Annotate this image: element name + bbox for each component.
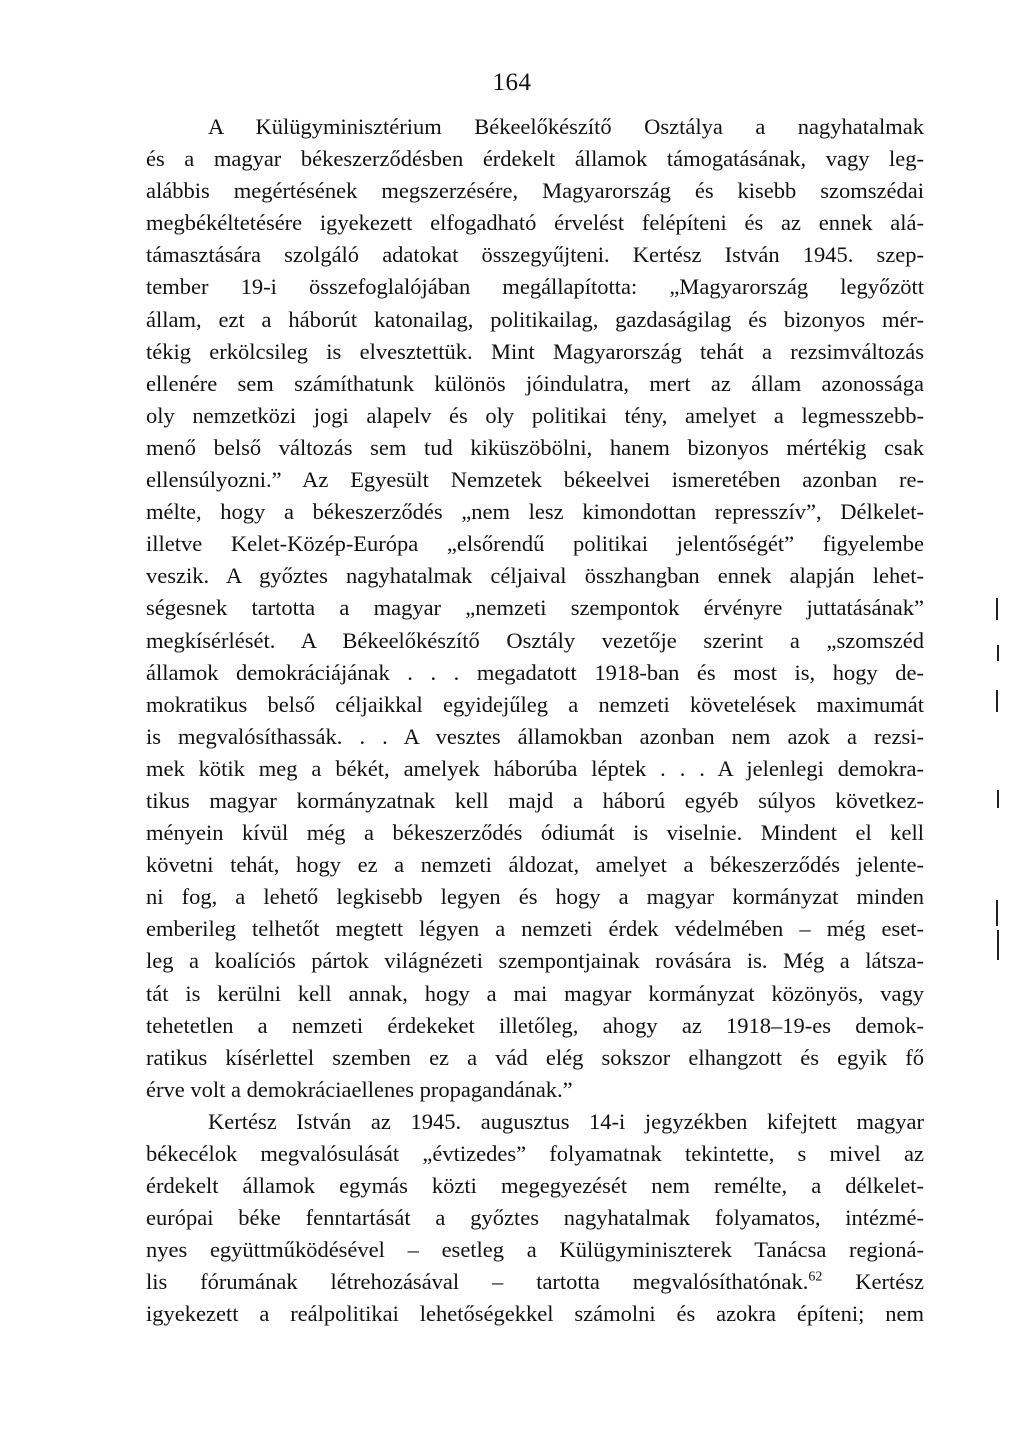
text-line: oly nemzetközi jogi alapelv és oly politikai tény, amelyet a legmesszebb- xyxy=(146,402,924,428)
text-line: érve volt a demokráciaellenes propagandának.” xyxy=(146,1076,573,1102)
scan-margin-mark xyxy=(996,690,998,712)
text-line: ellenére sem számíthatunk különös jóindulatra, mert az állam azonossága xyxy=(146,370,924,396)
scan-margin-mark xyxy=(996,900,998,926)
text-line: érdekelt államok egymás közti megegyezését nem remélte, a délkelet- xyxy=(146,1173,924,1199)
text-line: és a magyar békeszerződésben érdekelt államok támogatásának, vagy leg- xyxy=(146,146,924,172)
text-line: támasztására szolgáló adatokat összegyűjteni. Kertész István 1945. szep- xyxy=(146,242,924,268)
body-text xyxy=(146,111,924,1331)
text-line: tikus magyar kormányzatnak kell majd a háború egyéb súlyos következ- xyxy=(146,787,924,813)
text-line: államok demokráciájának . . . megadatott 1918-ban és most is, hogy de- xyxy=(146,659,924,685)
text-line: A Külügyminisztérium Békeelőkészítő Osztálya a nagyhatalmak xyxy=(208,114,924,139)
text-line: ményein kívül még a békeszerződés ódiumát is viselnie. Mindent el kell xyxy=(146,820,924,846)
text-line: leg a koalíciós pártok világnézeti szempontjainak rovására is. Még a látsza- xyxy=(146,948,924,974)
text-line: mokratikus belső céljaikkal egyidejűleg a nemzeti követelések maximumát xyxy=(146,691,924,717)
text-line: Kertész István az 1945. augusztus 14-i jegyzékben kifejtett magyar xyxy=(208,1108,924,1134)
text-line: követni tehát, hogy ez a nemzeti áldozat, amelyet a békeszerződés jelente- xyxy=(146,852,924,878)
text-line: tehetetlen a nemzeti érdekeket illetőleg, ahogy az 1918–19-es demok- xyxy=(146,1012,924,1038)
text-line: emberileg telhetőt megtett légyen a nemzeti érdek védelmében – még eset- xyxy=(146,916,924,942)
text-line: menő belső változás sem tud kiküszöbölni, hanem bizonyos mértékig csak xyxy=(146,434,924,460)
text-line: ségesnek tartotta a magyar „nemzeti szempontok érvényre juttatásának” xyxy=(146,595,924,621)
scan-margin-mark xyxy=(997,790,999,808)
scan-margin-mark xyxy=(997,930,999,960)
text-line-fragment: lis fórumának létrehozásával – tartotta megvalósíthatónak. xyxy=(146,1269,809,1295)
text-line: alábbis megértésének megszerzésére, Magyarország és kisebb szomszédai xyxy=(146,178,924,204)
text-line: ellensúlyozni.” Az Egyesült Nemzetek békeelvei ismeretében azonban re- xyxy=(146,467,924,493)
text-line: tékig erkölcsileg is elvesztettük. Mint Magyarország tehát a rezsimváltozás xyxy=(146,338,924,364)
text-line: békecélok megvalósulását „évtizedes” folyamatnak tekintette, s mivel az xyxy=(146,1141,924,1166)
text-line: illetve Kelet-Közép-Európa „elsőrendű politikai jelentőségét” figyelembe xyxy=(146,531,924,557)
text-line: megbékéltetésére igyekezett elfogadható érvelést felépíteni és az ennek alá- xyxy=(146,210,924,236)
text-line: állam, ezt a háborút katonailag, politikailag, gazdaságilag és bizonyos mér- xyxy=(146,306,924,332)
text-line: európai béke fenntartását a győztes nagyhatalmak folyamatos, intézmé- xyxy=(146,1205,924,1231)
text-line: ni fog, a lehető legkisebb legyen és hogy a magyar kormányzat minden xyxy=(146,884,924,910)
text-line: veszik. A győztes nagyhatalmak céljaival összhangban ennek alapján lehet- xyxy=(146,563,924,589)
text-line: megkísérlését. A Békeelőkészítő Osztály vezetője szerint a „szomszéd xyxy=(146,627,924,653)
scan-margin-mark xyxy=(997,645,999,661)
footnote-reference[interactable]: 62 xyxy=(808,1269,823,1285)
text-line: mek kötik meg a békét, amelyek háborúba léptek . . . A jelenlegi demokra- xyxy=(146,755,924,781)
scan-margin-mark xyxy=(996,598,998,620)
page-number: 164 xyxy=(492,69,532,96)
text-line: tember 19-i összefoglalójában megállapította: „Magyarország legyőzött xyxy=(146,274,924,300)
text-line: nyes együttműködésével – esetleg a Külügyminiszterek Tanácsa regioná- xyxy=(146,1237,924,1263)
text-line: igyekezett a reálpolitikai lehetőségekkel számolni és azokra építeni; nem xyxy=(146,1301,924,1327)
text-line: tát is kerülni kell annak, hogy a mai magyar kormányzat közönyös, vagy xyxy=(146,980,924,1006)
text-line: ratikus kísérlettel szemben ez a vád elég sokszor elhangzott és egyik fő xyxy=(146,1044,924,1070)
text-line-with-footnote xyxy=(146,1266,924,1298)
text-line-fragment: Kertész xyxy=(822,1269,924,1295)
text-line: mélte, hogy a békeszerződés „nem lesz kimondottan represszív”, Délkelet- xyxy=(146,499,924,525)
text-line: is megvalósíthassák. . . A vesztes államokban azonban nem azok a rezsi- xyxy=(146,723,924,749)
